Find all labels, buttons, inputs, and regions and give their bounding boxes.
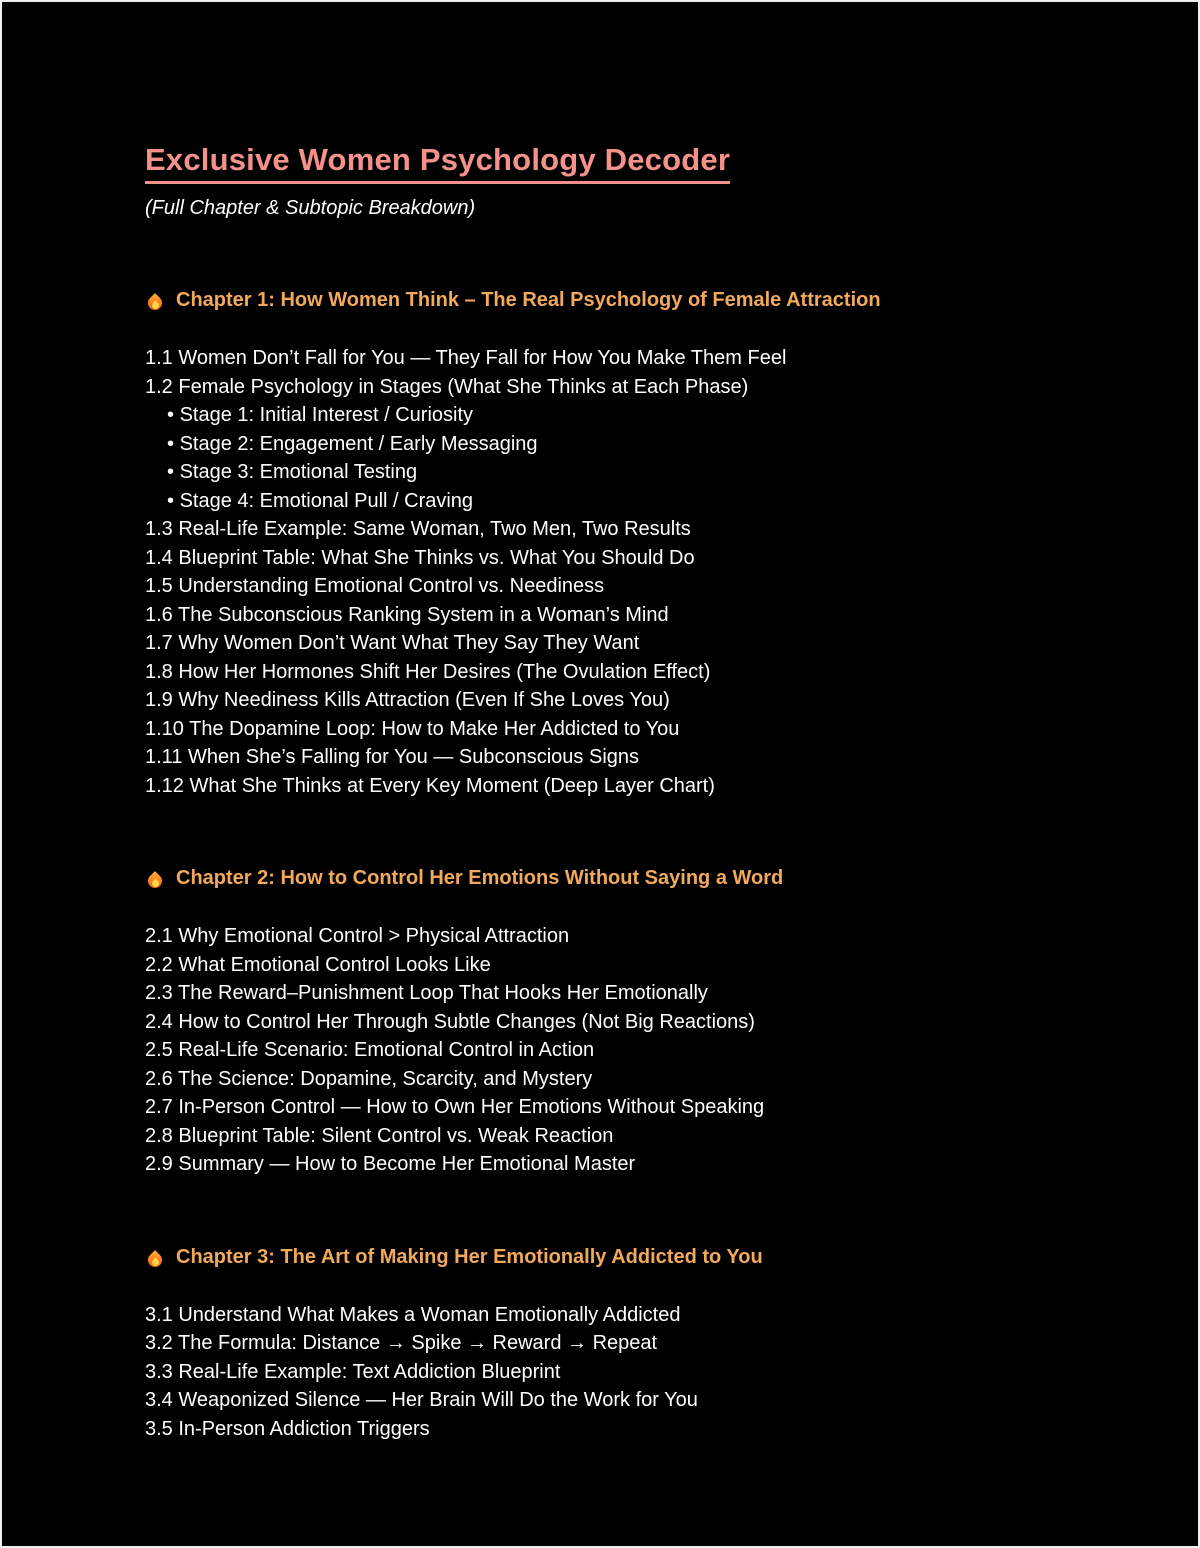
chapter-heading-text: Chapter 1: How Women Think – The Real Psychology of Female Attraction (176, 289, 881, 311)
toc-item: 1.6 The Subconscious Ranking System in a Woman’s Mind (145, 603, 669, 626)
toc-item: 1.7 Why Women Don’t Want What They Say They Want (145, 632, 640, 654)
toc-item: 3.4 Weaponized Silence — Her Brain Will Do the Work for You (145, 1389, 698, 1411)
chapter-section (145, 1243, 1088, 1444)
chapter-heading-text: Chapter 2: How to Control Her Emotions Without Saying a Word (176, 867, 784, 889)
toc-item: 1.4 Blueprint Table: What She Thinks vs. What You Should Do (145, 546, 695, 569)
toc-item: 2.2 What Emotional Control Looks Like (145, 953, 491, 976)
toc-item: 3.2 The Formula: Distance → Spike → Reward → Repeat (145, 1332, 658, 1354)
toc-item: 1.10 The Dopamine Loop: How to Make Her Addicted to You (145, 717, 680, 740)
fire-icon (145, 1245, 165, 1269)
chapter-section (145, 864, 1088, 1179)
toc-item: 3.1 Understand What Makes a Woman Emotionally Addicted (145, 1303, 681, 1326)
toc-item: 2.9 Summary — How to Become Her Emotional Master (145, 1153, 636, 1175)
page-title (145, 142, 1088, 184)
toc-subitem: • Stage 2: Engagement / Early Messaging (145, 430, 1088, 459)
toc-subitem: • Stage 3: Emotional Testing (145, 458, 1088, 487)
fire-icon (145, 866, 165, 890)
toc-item: 1.2 Female Psychology in Stages (What She Thinks at Each Phase) (145, 375, 749, 398)
toc-item: 1.3 Real-Life Example: Same Woman, Two Men, Two Results (145, 518, 691, 540)
toc-subitem: • Stage 4: Emotional Pull / Craving (145, 487, 1088, 516)
chapter-heading (145, 864, 1088, 892)
toc-item: 1.5 Understanding Emotional Control vs. Neediness (145, 575, 605, 597)
toc-item: 2.1 Why Emotional Control > Physical Attraction (145, 925, 570, 947)
toc-item: 3.3 Real-Life Example: Text Addiction Blueprint (145, 1360, 561, 1383)
toc-subitem: • Stage 1: Initial Interest / Curiosity (145, 401, 1088, 430)
toc-item: 1.12 What She Thinks at Every Key Moment (Deep Layer Chart) (145, 774, 715, 797)
toc-item: 1.1 Women Don’t Fall for You — They Fall for How You Make Them Feel (145, 347, 787, 369)
toc-item: 2.6 The Science: Dopamine, Scarcity, and Mystery (145, 1067, 593, 1090)
toc-item: 1.9 Why Neediness Kills Attraction (Even If She Loves You) (145, 689, 670, 711)
toc-item: 2.4 How to Control Her Through Subtle Changes (Not Big Reactions) (145, 1010, 755, 1033)
toc-item: 2.5 Real-Life Scenario: Emotional Control in Action (145, 1039, 595, 1061)
chapter-section (145, 286, 1088, 800)
chapter-heading (145, 286, 1088, 314)
toc-item: 1.8 How Her Hormones Shift Her Desires (The Ovulation Effect) (145, 660, 711, 683)
fire-icon (145, 288, 165, 312)
toc-item: 1.11 When She’s Falling for You — Subconscious Signs (145, 746, 640, 768)
chapter-heading (145, 1243, 1088, 1271)
chapters-container (145, 286, 1088, 1443)
toc-item: 2.8 Blueprint Table: Silent Control vs. Weak Reaction (145, 1124, 614, 1147)
chapter-heading-text: Chapter 3: The Art of Making Her Emotionally Addicted to You (176, 1245, 763, 1268)
toc-item: 3.5 In-Person Addiction Triggers (145, 1417, 430, 1440)
page-title-text: Exclusive Women Psychology Decoder (145, 142, 730, 184)
page-subtitle: (Full Chapter & Subtopic Breakdown) (145, 197, 476, 219)
toc-item: 2.3 The Reward–Punishment Loop That Hooks Her Emotionally (145, 982, 708, 1004)
toc-item: 2.7 In-Person Control — How to Own Her Emotions Without Speaking (145, 1096, 765, 1118)
